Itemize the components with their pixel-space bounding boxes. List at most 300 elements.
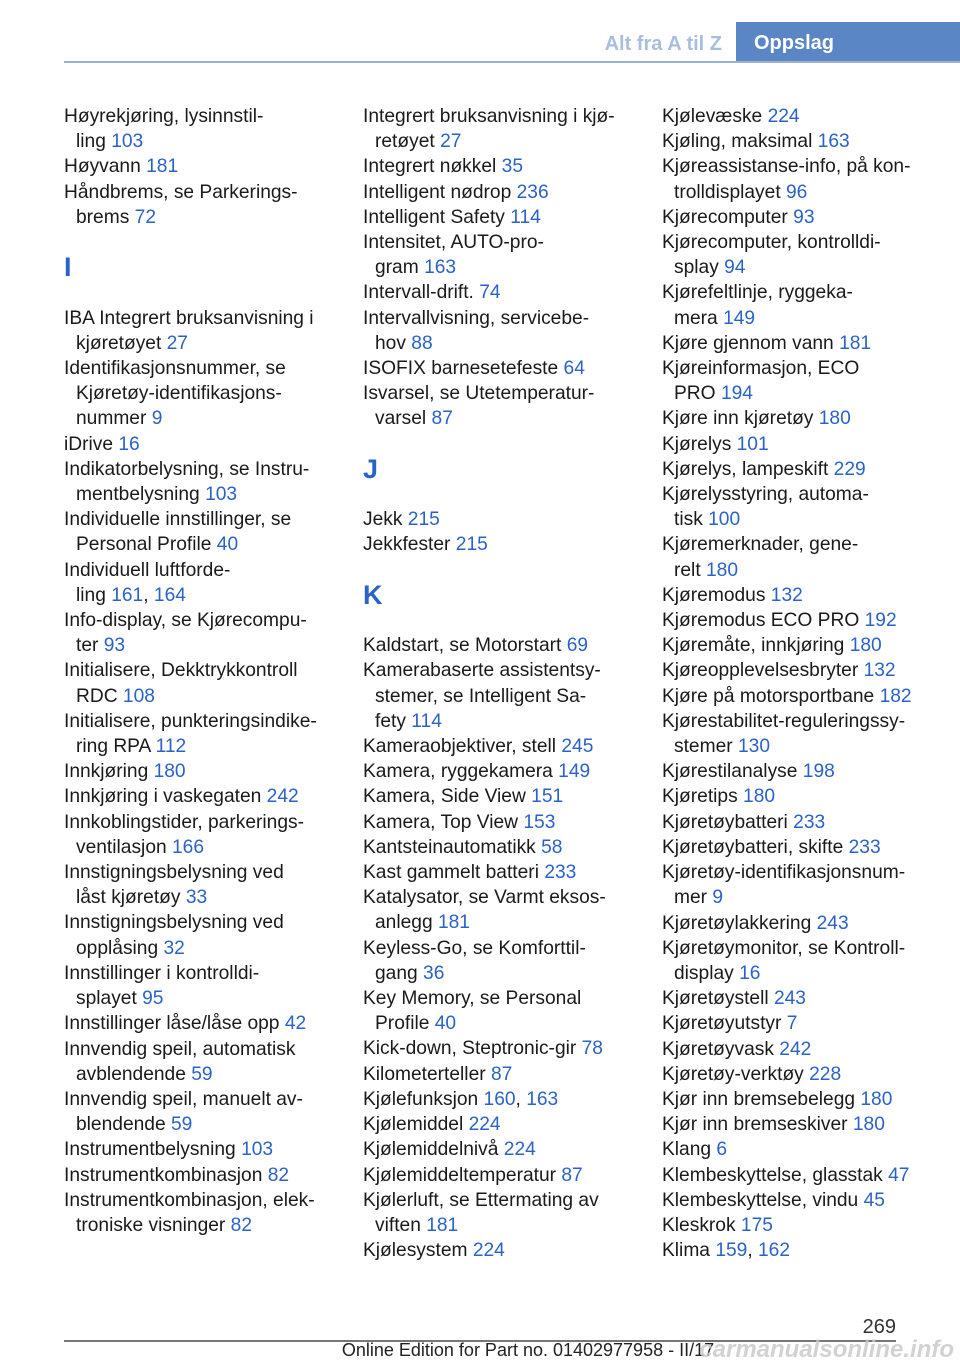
index-entry-text: viften: [375, 1214, 421, 1236]
index-entry-text: Klang: [662, 1139, 712, 1161]
index-entry: [662, 1011, 952, 1036]
index-entry: [64, 180, 354, 230]
index-entry: [363, 180, 653, 205]
page-link[interactable]: 45: [863, 1189, 885, 1211]
page-link[interactable]: 242: [266, 786, 299, 808]
page-link[interactable]: 96: [786, 181, 808, 203]
page-link[interactable]: 87: [490, 1063, 513, 1085]
index-entry: [363, 759, 653, 784]
index-entry: [363, 1112, 653, 1137]
page-link[interactable]: 180: [706, 559, 739, 581]
index-entry-text: Integrert bruksanvisning i kjø-: [363, 106, 615, 127]
index-letter-heading: J: [363, 453, 379, 484]
page-link[interactable]: 224: [503, 1139, 536, 1161]
index-entry-text: Intensitet, AUTO-pro-: [363, 232, 544, 254]
index-entry-text: anlegg: [375, 912, 433, 934]
page-link[interactable]: 243: [773, 988, 806, 1010]
index-entry-text: Kjølefunksjon: [363, 1088, 479, 1110]
page-link[interactable]: 36: [423, 962, 445, 984]
index-entry: [662, 1037, 952, 1062]
page-link[interactable]: 180: [860, 1088, 893, 1110]
index-entry-text: Intelligent nødrop: [363, 181, 512, 203]
page-link[interactable]: 78: [581, 1038, 603, 1060]
index-entry-text: Innvendig speil, manuelt av-: [64, 1088, 303, 1110]
page-link[interactable]: 233: [544, 862, 577, 884]
index-entry-text: Kick-down, Steptronic-gir: [363, 1038, 577, 1060]
page-link[interactable]: 82: [267, 1164, 290, 1186]
index-entry: [363, 1036, 653, 1061]
page-link[interactable]: 161: [111, 584, 144, 606]
index-entry: [662, 583, 952, 608]
index-entry: [363, 860, 653, 885]
index-entry-text: Intervall-drift.: [363, 282, 474, 304]
page-link[interactable]: 132: [863, 660, 896, 682]
page-link[interactable]: 93: [793, 206, 815, 228]
index-entry: [662, 356, 952, 406]
index-entry-text: Høyrekjøring, lysinnstil-: [64, 106, 264, 127]
index-entry-text: Kjørelys: [662, 433, 732, 455]
index-entry: [662, 608, 952, 633]
page-link[interactable]: 242: [779, 1038, 812, 1060]
page-link[interactable]: 151: [531, 786, 564, 808]
page-link[interactable]: 103: [205, 484, 238, 506]
index-entry-text: Kjøretøymonitor, se Kontroll-: [662, 937, 906, 959]
index-entry-text: gang: [375, 962, 418, 984]
index-entry: [64, 154, 354, 179]
index-entry: [662, 810, 952, 835]
page-link[interactable]: 180: [153, 761, 186, 783]
page-link[interactable]: 180: [743, 786, 776, 808]
index-entry-text: Kjøre gjennom vann: [662, 332, 834, 354]
index-column-2: [363, 104, 653, 1263]
index-entry-text: Innkoblingstider, parkerings-: [64, 811, 304, 833]
page-link[interactable]: 94: [724, 257, 746, 279]
page-number: 269: [862, 1316, 896, 1338]
page-link[interactable]: 93: [103, 635, 126, 657]
index-entry: [64, 306, 354, 356]
page-link[interactable]: 33: [185, 887, 208, 909]
index-entry: [662, 532, 952, 582]
index-entry: [662, 835, 952, 860]
page-link[interactable]: 198: [802, 761, 835, 783]
page-link[interactable]: 9: [151, 408, 163, 430]
index-entry-text: Kjør inn bremsebelegg: [662, 1088, 856, 1110]
page-link[interactable]: 236: [516, 181, 549, 203]
index-entry: [662, 911, 952, 936]
index-entry: [363, 810, 653, 835]
index-entry: [363, 658, 653, 734]
index-entry-text: låst kjøretøy: [76, 887, 181, 909]
page-link[interactable]: 181: [839, 332, 872, 354]
index-entry-text: Kjøremåte, innkjøring: [662, 635, 845, 657]
index-entry-text: Instrumentbelysning: [64, 1139, 236, 1161]
index-entry: Klima 159, 162: [662, 1240, 791, 1262]
page-link[interactable]: 35: [501, 156, 523, 178]
index-entry-text: Key Memory, se Personal: [363, 988, 582, 1010]
index-entry: [662, 432, 952, 457]
index-entry-text: Intervallvisning, servicebe-: [363, 307, 590, 329]
index-entry-text: Personal Profile: [76, 534, 212, 556]
page-link[interactable]: 100: [708, 509, 741, 531]
index-entry-text: gram: [375, 257, 419, 279]
index-entry-text: Kjørestabilitet-reguleringssy-: [662, 710, 906, 732]
index-entry-text: Initialisere, punkteringsindike-: [64, 710, 317, 732]
index-entry: [363, 835, 653, 860]
index-entry: [662, 331, 952, 356]
index-entry-text: Kjølerluft, se Ettermating av: [363, 1189, 599, 1211]
index-entry: [363, 280, 653, 305]
index-entry-text: Kjøretøylakkering: [662, 912, 812, 934]
index-entry: [662, 154, 952, 204]
index-entry: [64, 1163, 354, 1188]
index-entry: [662, 986, 952, 1011]
index-entry-text: Kameraobjektiver, stell: [363, 736, 557, 758]
index-entry-text: blendende: [76, 1114, 166, 1136]
index-entry-text: Kamera, Top View: [363, 811, 519, 833]
page-link[interactable]: 224: [472, 1240, 505, 1262]
index-entry-text: splay: [674, 257, 719, 279]
index-entry-text: varsel: [375, 408, 427, 430]
page-link[interactable]: 181: [426, 1214, 459, 1236]
index-entry-text: ling: [76, 584, 106, 606]
index-entry-text: PRO: [674, 383, 716, 405]
page-link[interactable]: 40: [434, 1013, 457, 1035]
index-entry-text: Innstillinger i kontrolldi-: [64, 962, 260, 984]
index-entry: [662, 1087, 952, 1112]
index-entry-text: Kjølemiddelnivå: [363, 1139, 499, 1161]
index-entry: [64, 910, 354, 960]
index-column-3: [662, 104, 952, 1263]
index-entry-text: ter: [76, 635, 99, 657]
index-entry: [363, 936, 653, 986]
index-entry: [662, 1163, 952, 1188]
index-entry: [363, 633, 653, 658]
page-link[interactable]: 181: [146, 156, 179, 178]
page-link[interactable]: 163: [817, 131, 850, 153]
index-entry: [662, 684, 952, 709]
index-entry: [64, 709, 354, 759]
index-letter-heading: K: [363, 579, 383, 610]
page-link[interactable]: 164: [153, 584, 186, 606]
index-entry: [363, 885, 653, 935]
page-link[interactable]: 103: [241, 1139, 274, 1161]
index-entry-text: kjøretøyet: [76, 332, 162, 354]
index-entry-text: mentbelysning: [76, 484, 200, 506]
index-entry-text: Kjøre på motorsportbane: [662, 685, 875, 707]
index-entry: [64, 759, 354, 784]
index-letter-heading: I: [64, 252, 72, 283]
index-entry-text: Innkjøring i vaskegaten: [64, 786, 262, 808]
index-entry-text: Individuell luftforde-: [64, 559, 231, 581]
index-entry-text: stemer: [674, 736, 733, 758]
index-entry: [363, 986, 653, 1036]
page-link[interactable]: 16: [739, 962, 761, 984]
index-entry-text: Kjøretips: [662, 786, 738, 808]
index-entry-text: Klembeskyttelse, glasstak: [662, 1164, 883, 1186]
index-entry: [662, 230, 952, 280]
index-entry-text: Kjøremodus ECO PRO: [662, 610, 860, 632]
index-entry-text: Kamerabaserte assistentsy-: [363, 660, 601, 682]
page-link[interactable]: 229: [833, 458, 866, 480]
page-link[interactable]: 160: [483, 1088, 516, 1110]
page-link[interactable]: 153: [523, 811, 556, 833]
section-title[interactable]: Alt fra A til Z: [604, 33, 722, 55]
page-link[interactable]: 149: [558, 761, 591, 783]
index-entry-text: Jekk: [363, 509, 403, 531]
page-link[interactable]: 162: [758, 1240, 791, 1262]
index-entry-text: Kjølevæske: [662, 106, 763, 127]
index-entry: [64, 1037, 354, 1087]
page-link[interactable]: 112: [155, 736, 187, 758]
index-entry-text: Kjørecomputer: [662, 206, 788, 228]
index-entry: [64, 1011, 354, 1036]
index-entry: [363, 1238, 653, 1263]
page-link[interactable]: 59: [170, 1114, 193, 1136]
edition-note: Online Edition for Part no. 01402977958 - II/17: [341, 1340, 715, 1360]
index-entry-text: Innvendig speil, automatisk: [64, 1038, 296, 1060]
index-entry-text: Katalysator, se Varmt eksos-: [363, 887, 606, 909]
watermark: carmanualsonline.info: [699, 1336, 954, 1362]
index-entry-text: Kleskrok: [662, 1214, 736, 1236]
index-entry-text: Kjøreinformasjon, ECO: [662, 358, 860, 380]
index-entry: [662, 633, 952, 658]
index-entry: [64, 784, 354, 809]
page-link[interactable]: 6: [716, 1139, 728, 1161]
index-entry: [64, 457, 354, 507]
index-entry-text: iDrive: [64, 433, 114, 455]
index-entry-text: splayet: [76, 988, 137, 1010]
page-link[interactable]: 9: [712, 887, 724, 909]
page-link[interactable]: 180: [818, 408, 851, 430]
index-entry: [363, 784, 653, 809]
page-link[interactable]: 180: [849, 635, 882, 657]
index-entry: [64, 608, 354, 658]
index-entry-text: mer: [674, 887, 708, 909]
page-link[interactable]: 95: [142, 988, 164, 1010]
index-entry: [363, 1163, 653, 1188]
index-entry-text: IBA Integrert bruksanvisning i: [64, 307, 314, 329]
page-link[interactable]: 215: [455, 534, 488, 556]
index-entry: [64, 961, 354, 1011]
index-entry: [64, 1087, 354, 1137]
page-link[interactable]: 245: [561, 736, 594, 758]
index-entry: [662, 482, 952, 532]
index-entry-text: ring RPA: [76, 736, 151, 758]
index-entry: [363, 532, 653, 557]
index-entry: [363, 306, 653, 356]
index-entry: [662, 129, 952, 154]
index-entry-text: Håndbrems, se Parkerings-: [64, 181, 298, 203]
index-entry-text: hov: [375, 332, 406, 354]
index-entry: [662, 1137, 952, 1162]
index-entry-text: Integrert nøkkel: [363, 156, 497, 178]
page-link[interactable]: 224: [767, 106, 800, 127]
index-entry: [662, 1062, 952, 1087]
page-link[interactable]: 228: [809, 1063, 842, 1085]
index-entry-text: Kjøretøybatteri, skifte: [662, 836, 844, 858]
page-link[interactable]: 243: [816, 912, 849, 934]
index-entry: [662, 457, 952, 482]
page-link[interactable]: 7: [786, 1013, 798, 1035]
page-link[interactable]: 88: [411, 332, 433, 354]
page-link[interactable]: 69: [566, 635, 589, 657]
index-entry: [662, 280, 952, 330]
page-link[interactable]: 74: [479, 282, 501, 304]
index-entry: [662, 406, 952, 431]
index-entry-text: Kjøretøybatteri: [662, 811, 788, 833]
index-entry: Kjølefunksjon 160, 163: [363, 1088, 559, 1110]
index-entry-text: Kjøremodus: [662, 584, 766, 606]
index-entry-text: Kilometerteller: [363, 1063, 486, 1085]
index-entry: [363, 381, 653, 431]
index-entry-text: Innkjøring: [64, 761, 149, 783]
index-entry-text: ventilasjon: [76, 836, 167, 858]
page-link[interactable]: 16: [118, 433, 140, 455]
index-entry-text: Kjøretøyutstyr: [662, 1013, 782, 1035]
index-entry-text: Kjøretøy-verktøy: [662, 1063, 804, 1085]
index-entry-text: Isvarsel, se Utetemperatur-: [363, 383, 595, 405]
page-link[interactable]: 180: [852, 1114, 885, 1136]
header-divider: [64, 61, 960, 63]
index-entry-text: Jekkfester: [363, 534, 451, 556]
index-entry-text: fety: [375, 710, 406, 732]
page-link[interactable]: 87: [561, 1164, 583, 1186]
page-link[interactable]: 233: [848, 836, 881, 858]
index-entry-text: Instrumentkombinasjon: [64, 1164, 263, 1186]
page-link[interactable]: 192: [864, 610, 897, 632]
page-link[interactable]: 59: [191, 1063, 213, 1085]
index-column-1: [64, 104, 354, 1238]
index-entry: [662, 709, 952, 759]
index-entry-text: Kjørecomputer, kontrolldi-: [662, 232, 881, 254]
index-entry-text: Instrumentkombinasjon, elek-: [64, 1189, 315, 1211]
index-entry-text: Identifikasjonsnummer, se: [64, 358, 286, 380]
index-entry-text: Indikatorbelysning, se Instru-: [64, 458, 310, 480]
page-link[interactable]: 114: [510, 206, 541, 228]
index-entry: [363, 356, 653, 381]
page-link[interactable]: 182: [879, 685, 912, 707]
page-link[interactable]: 108: [122, 685, 155, 707]
index-entry: [64, 432, 354, 457]
page-link[interactable]: 132: [770, 584, 803, 606]
index-entry: [662, 860, 952, 910]
index-entry-text: Initialisere, Dekktrykkontroll: [64, 660, 298, 682]
index-entry-text: Kjøreassistanse-info, på kon-: [662, 156, 911, 178]
page-link[interactable]: 58: [541, 836, 563, 858]
index-entry-text: nummer: [76, 408, 147, 430]
index-entry-text: Kjøling, maksimal: [662, 131, 813, 153]
page-link[interactable]: 103: [111, 131, 144, 153]
active-tab[interactable]: Oppslag: [736, 22, 960, 62]
page-link[interactable]: 32: [163, 937, 185, 959]
page-link[interactable]: 215: [407, 509, 440, 531]
page-link[interactable]: 166: [172, 836, 205, 858]
index-entry-text: Profile: [375, 1013, 430, 1035]
page-link[interactable]: 72: [134, 206, 156, 228]
index-entry-text: ISOFIX barnesetefeste: [363, 358, 559, 380]
index-entry-text: relt: [674, 559, 701, 581]
page-link[interactable]: 27: [440, 131, 462, 153]
index-entry: [363, 734, 653, 759]
page-link[interactable]: 181: [437, 912, 470, 934]
page-link[interactable]: 224: [468, 1114, 501, 1136]
index-entry-text: Kjøretøy-identifikasjonsnum-: [662, 862, 906, 884]
index-entry-text: Kamera, Side View: [363, 786, 526, 808]
page-link[interactable]: 175: [740, 1214, 773, 1236]
page-link[interactable]: 163: [424, 257, 457, 279]
index-entry-text: Info-display, se Kjørecompu-: [64, 610, 307, 632]
index-entry-text: mera: [674, 307, 718, 329]
index-entry: [363, 1137, 653, 1162]
index-entry: [662, 784, 952, 809]
index-entry-text: display: [674, 962, 734, 984]
index-entry-text: opplåsing: [76, 937, 159, 959]
index-entry: [363, 230, 653, 280]
index-entry: [662, 936, 952, 986]
index-entry-text: Kjørestilanalyse: [662, 761, 798, 783]
index-entry-text: Innstigningsbelysning ved: [64, 862, 284, 884]
index-entry: Individuell luftforde- ling 161, 164: [64, 559, 231, 606]
index-entry-text: ling: [76, 131, 106, 153]
page-link[interactable]: 233: [793, 811, 826, 833]
index-entry-text: Keyless-Go, se Komforttil-: [363, 937, 586, 959]
index-entry-text: troniske visninger: [76, 1214, 226, 1236]
page-link[interactable]: 82: [230, 1214, 252, 1236]
index-entry-text: Kjøremerknader, gene-: [662, 534, 859, 556]
page-link[interactable]: 149: [723, 307, 756, 329]
index-entry: [64, 1188, 354, 1238]
index-entry-text: RDC: [76, 685, 118, 707]
index-entry: [662, 759, 952, 784]
index-entry-text: brems: [76, 206, 130, 228]
page-link[interactable]: 42: [284, 1013, 307, 1035]
index-entry-text: Høyvann: [64, 156, 141, 178]
index-entry-text: Innstillinger låse/låse opp: [64, 1013, 280, 1035]
index-entry-text: Individuelle innstillinger, se: [64, 509, 292, 531]
index-entry-text: tisk: [674, 509, 703, 531]
index-entry-text: retøyet: [375, 131, 435, 153]
index-entry: [363, 507, 653, 532]
page-link[interactable]: 87: [431, 408, 453, 430]
index-entry: [64, 507, 354, 557]
page-link[interactable]: 27: [166, 332, 188, 354]
index-entry-text: Kantsteinautomatikk: [363, 836, 536, 858]
page-link[interactable]: 101: [736, 433, 769, 455]
page-link[interactable]: 64: [563, 358, 585, 380]
index-entry: [64, 810, 354, 860]
page-link[interactable]: 40: [216, 534, 239, 556]
index-entry-text: Klembeskyttelse, vindu: [662, 1189, 859, 1211]
index-entry-text: Intelligent Safety: [363, 206, 505, 228]
index-entry-text: Kjølesystem: [363, 1240, 468, 1262]
index-entry-text: stemer, se Intelligent Sa-: [375, 685, 587, 707]
index-entry: [662, 1188, 952, 1213]
page-link[interactable]: 159: [715, 1240, 748, 1262]
page-link[interactable]: 194: [720, 383, 753, 405]
index-entry: [363, 1062, 653, 1087]
index-entry-text: Kjøretøyvask: [662, 1038, 774, 1060]
index-entry-text: Kjølemiddeltemperatur: [363, 1164, 557, 1186]
index-entry-text: Kjøre inn kjøretøy: [662, 408, 814, 430]
page-link[interactable]: 130: [737, 736, 770, 758]
index-entry-text: Innstigningsbelysning ved: [64, 912, 284, 934]
index-entry-text: avblendende: [76, 1063, 186, 1085]
page-link[interactable]: 47: [888, 1164, 910, 1186]
index-entry-text: Kjør inn bremseskiver: [662, 1114, 848, 1136]
page-link[interactable]: 163: [526, 1088, 559, 1110]
page-link[interactable]: 114: [411, 710, 442, 732]
index-entry-text: Kamera, ryggekamera: [363, 761, 553, 783]
